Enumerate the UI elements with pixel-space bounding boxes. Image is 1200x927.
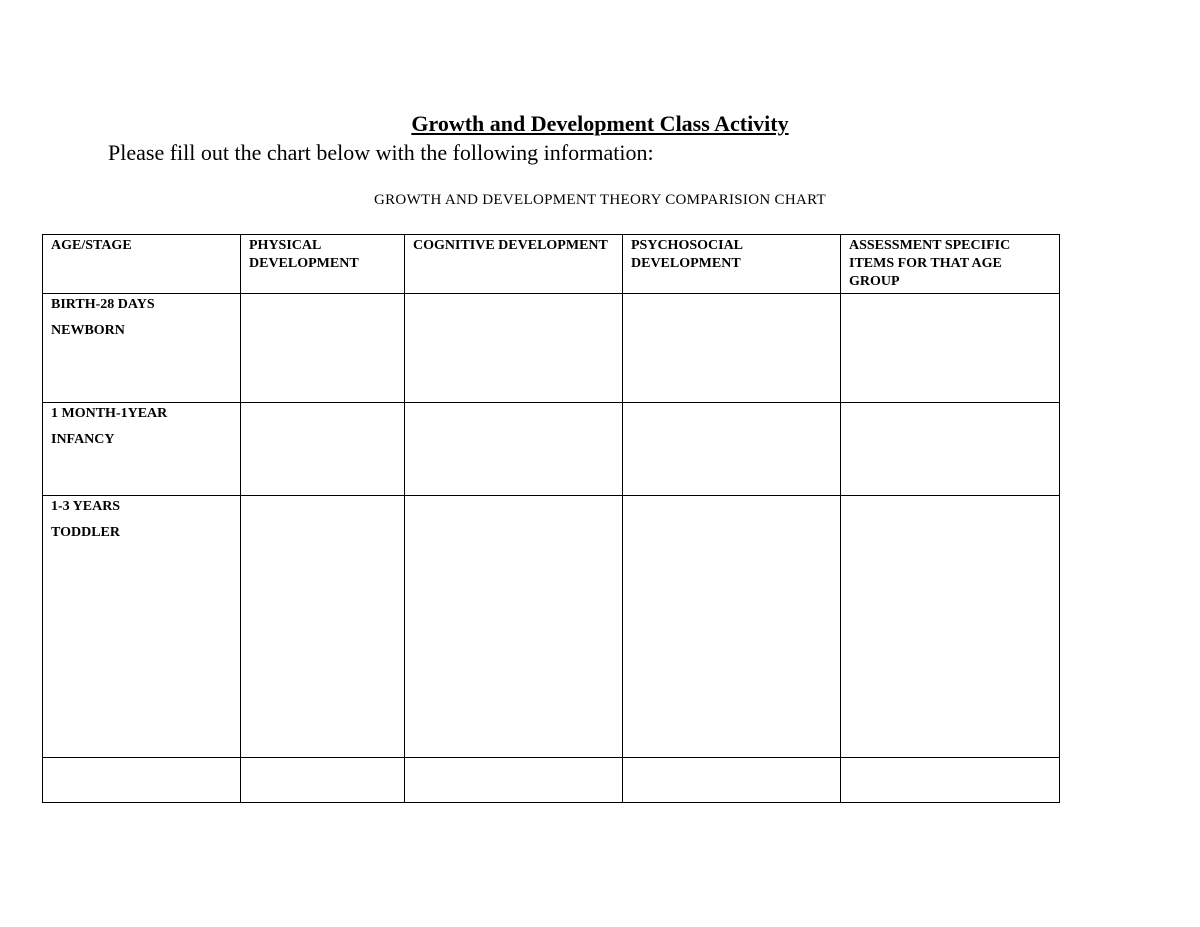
stage-cell-newborn xyxy=(43,294,241,403)
table-header-row xyxy=(43,235,1060,294)
header-cognitive-development: COGNITIVE DEVELOPMENT xyxy=(405,235,623,294)
table-row-toddler xyxy=(43,496,1060,758)
physical-cell-newborn[interactable] xyxy=(241,294,405,403)
table-row-newborn xyxy=(43,294,1060,403)
assessment-cell-infancy[interactable] xyxy=(841,403,1060,496)
header-assessment-items: ASSESSMENT SPECIFIC ITEMS FOR THAT AGE GROUP xyxy=(841,235,1060,294)
stage-name: TODDLER xyxy=(51,525,120,540)
assessment-cell-toddler[interactable] xyxy=(841,496,1060,758)
header-physical-development: PHYSICAL DEVELOPMENT xyxy=(241,235,405,294)
stage-range: BIRTH-28 DAYS xyxy=(51,297,155,312)
table-row-empty xyxy=(43,758,1060,803)
cognitive-cell-empty[interactable] xyxy=(405,758,623,803)
stage-cell-infancy xyxy=(43,403,241,496)
stage-range: 1 MONTH-1YEAR xyxy=(51,406,168,421)
physical-cell-infancy[interactable] xyxy=(241,403,405,496)
instruction-text: Please fill out the chart below with the following information: xyxy=(108,140,654,165)
cognitive-cell-infancy[interactable] xyxy=(405,403,623,496)
stage-name: NEWBORN xyxy=(51,323,125,338)
comparison-chart-table xyxy=(42,234,1060,803)
header-psychosocial-development: PSYCHOSOCIAL DEVELOPMENT xyxy=(623,235,841,294)
psychosocial-cell-empty[interactable] xyxy=(623,758,841,803)
chart-heading: GROWTH AND DEVELOPMENT THEORY COMPARISION CHART xyxy=(374,192,826,208)
cognitive-cell-toddler[interactable] xyxy=(405,496,623,758)
psychosocial-cell-newborn[interactable] xyxy=(623,294,841,403)
stage-range: 1-3 YEARS xyxy=(51,499,121,514)
psychosocial-cell-infancy[interactable] xyxy=(623,403,841,496)
stage-cell-empty[interactable] xyxy=(43,758,241,803)
cognitive-cell-newborn[interactable] xyxy=(405,294,623,403)
assessment-cell-newborn[interactable] xyxy=(841,294,1060,403)
stage-name: INFANCY xyxy=(51,432,115,447)
document-title: Growth and Development Class Activity xyxy=(411,111,789,136)
psychosocial-cell-toddler[interactable] xyxy=(623,496,841,758)
assessment-cell-empty[interactable] xyxy=(841,758,1060,803)
physical-cell-empty[interactable] xyxy=(241,758,405,803)
physical-cell-toddler[interactable] xyxy=(241,496,405,758)
table-row-infancy xyxy=(43,403,1060,496)
header-age-stage: AGE/STAGE xyxy=(43,235,241,294)
stage-cell-toddler xyxy=(43,496,241,758)
